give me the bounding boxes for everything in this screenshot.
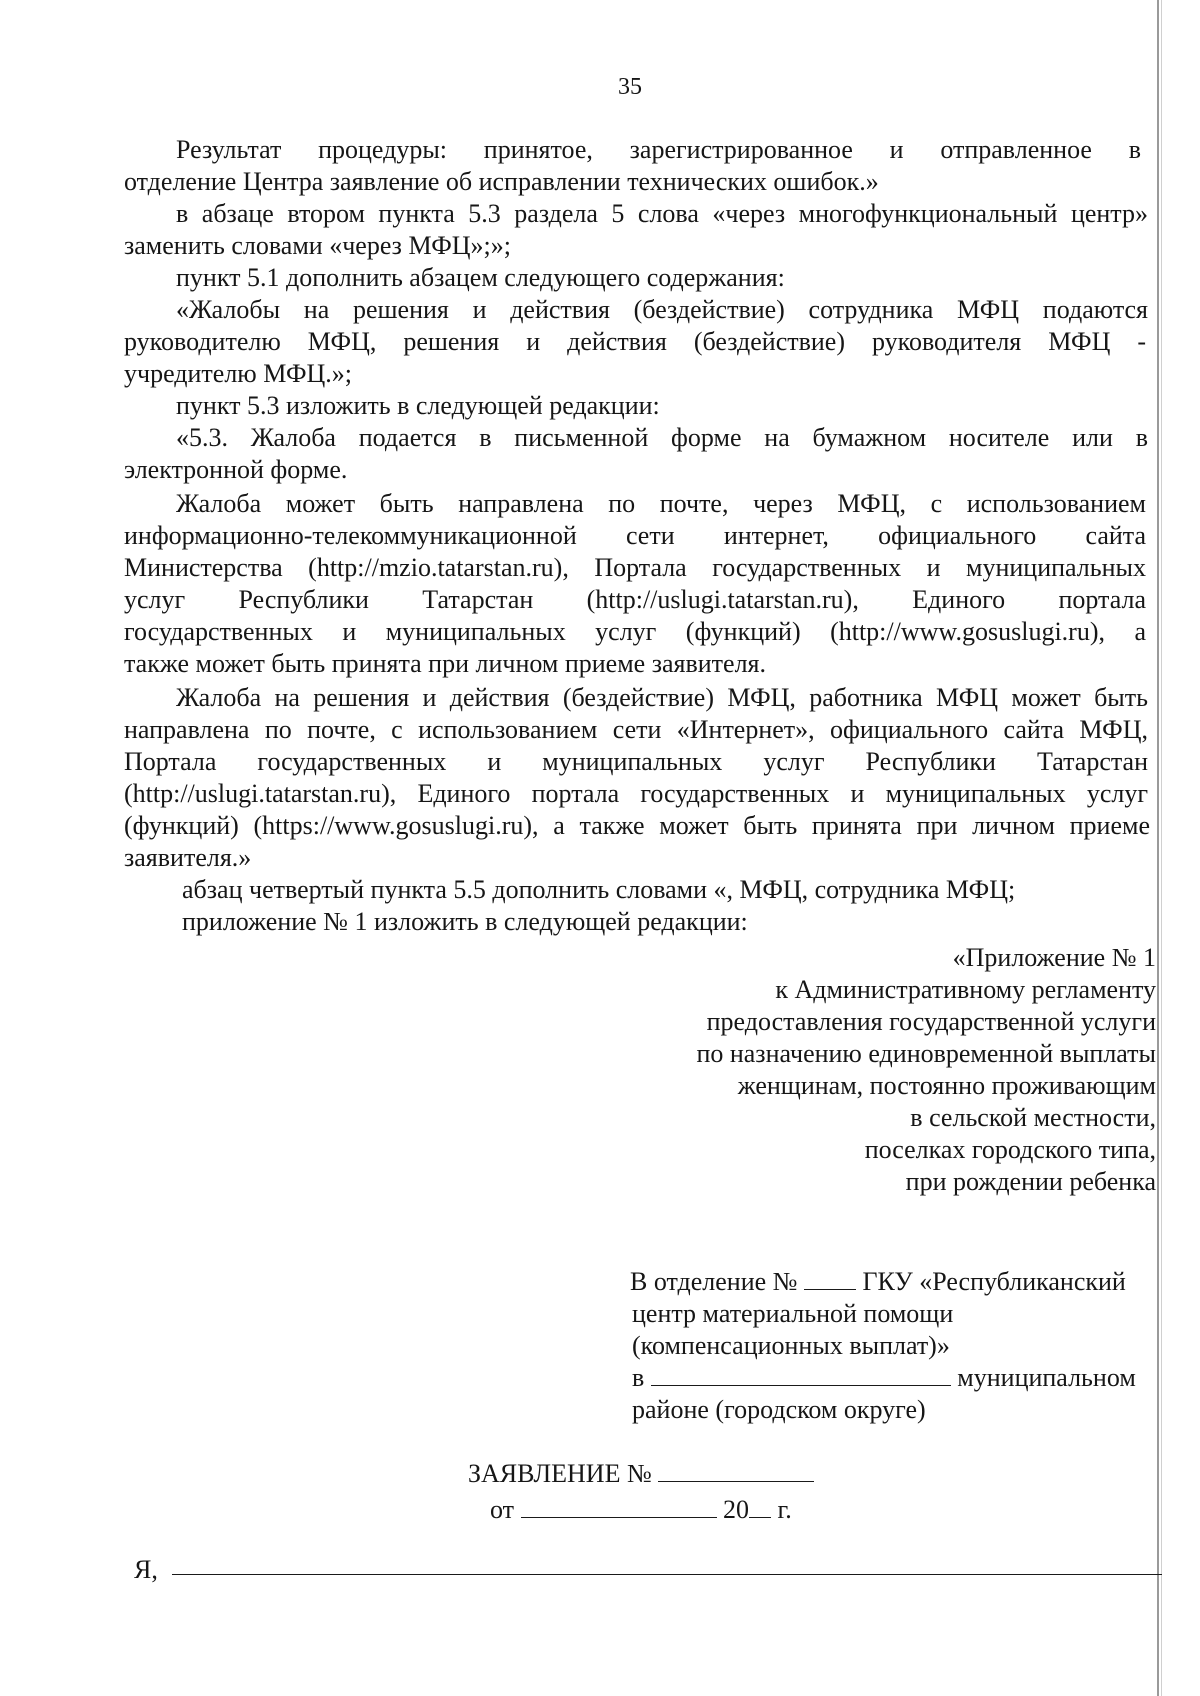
addressee-municipal: муниципальном — [957, 1363, 1136, 1392]
statement-date — [490, 1494, 792, 1526]
appendix-header-line-4: по назначению единовременной выплаты — [696, 1039, 1156, 1068]
body-line-7: руководителю МФЦ, решения и действия (бездействие) руководителя МФЦ - — [124, 327, 1146, 356]
addressee-line-5: районе (городском округе) — [632, 1395, 926, 1424]
addressee-org: ГКУ «Республиканский — [862, 1267, 1126, 1296]
body-line-19: направлена по почте, с использованием сети «Интернет», официального сайта МФЦ, — [124, 715, 1148, 744]
body-line-24: абзац четвертый пункта 5.5 дополнить словами «, МФЦ, сотрудника МФЦ; — [182, 875, 1016, 904]
statement-date-prefix: от — [490, 1495, 515, 1524]
page-edge-line — [1157, 0, 1159, 1696]
applicant-name-blank[interactable] — [172, 1574, 1162, 1575]
appendix-header-line-7: поселках городского типа, — [864, 1135, 1156, 1164]
addressee-line-3: (компенсационных выплат)» — [632, 1331, 950, 1360]
body-line-5: пункт 5.1 дополнить абзацем следующего содержания: — [176, 263, 785, 292]
body-line-21: (http://uslugi.tatarstan.ru), Единого портала государственных и муниципальных услуг — [124, 779, 1148, 808]
body-line-9: пункт 5.3 изложить в следующей редакции: — [176, 391, 660, 420]
body-line-25: приложение № 1 изложить в следующей редакции: — [182, 907, 748, 936]
body-line-13: информационно-телекоммуникационной сети интернет, официального сайта — [124, 521, 1146, 550]
body-line-18: Жалоба на решения и действия (бездействие) МФЦ, работника МФЦ может быть — [176, 683, 1148, 712]
body-line-3: в абзаце втором пункта 5.3 раздела 5 слова «через многофункциональный центр» — [176, 199, 1148, 228]
appendix-header-line-3: предоставления государственной услуги — [706, 1007, 1156, 1036]
district-blank[interactable] — [651, 1363, 951, 1386]
applicant-prefix: Я, — [134, 1555, 158, 1584]
statement-number-blank[interactable] — [658, 1459, 814, 1482]
statement-date-blank[interactable] — [521, 1495, 717, 1518]
addressee-prefix: В отделение № — [630, 1267, 798, 1296]
appendix-header-line-8: при рождении ребенка — [905, 1167, 1156, 1196]
body-line-20: Портала государственных и муниципальных услуг Республики Татарстан — [124, 747, 1148, 776]
statement-title — [468, 1458, 814, 1490]
body-line-2: отделение Центра заявление об исправлении технических ошибок.» — [124, 167, 879, 196]
page-number: 35 — [618, 74, 642, 100]
statement-date-year: 20 — [723, 1495, 750, 1524]
body-line-12: Жалоба может быть направлена по почте, через МФЦ, с использованием — [176, 489, 1146, 518]
body-line-10: «5.3. Жалоба подается в письменной форме на бумажном носителе или в — [176, 423, 1148, 452]
statement-year-blank[interactable] — [749, 1495, 771, 1518]
body-line-1: Результат процедуры: принятое, зарегистрированное и отправленное в — [176, 135, 1141, 164]
addressee-line-4 — [632, 1362, 1136, 1394]
addressee-in: в — [632, 1363, 645, 1392]
body-line-23: заявителя.» — [124, 843, 252, 872]
appendix-header-line-5: женщинам, постоянно проживающим — [737, 1071, 1156, 1100]
body-line-6: «Жалобы на решения и действия (бездействие) сотрудника МФЦ подаются — [176, 295, 1148, 324]
body-line-8: учредителю МФЦ.»; — [124, 359, 353, 388]
appendix-header-line-6: в сельской местности, — [910, 1103, 1156, 1132]
statement-title-text: ЗАЯВЛЕНИЕ № — [468, 1459, 652, 1488]
page-edge-line-shadow — [1161, 0, 1162, 1696]
body-line-4: заменить словами «через МФЦ»;»; — [124, 231, 511, 260]
addressee-line-1 — [630, 1266, 1126, 1298]
body-line-16: государственных и муниципальных услуг (функций) (http://www.gosuslugi.ru), а — [124, 617, 1146, 646]
addressee-line-2: центр материальной помощи — [632, 1299, 954, 1328]
appendix-header-line-1: «Приложение № 1 — [952, 943, 1156, 972]
body-line-14: Министерства (http://mzio.tatarstan.ru), Портала государственных и муниципальных — [124, 553, 1146, 582]
body-line-15: услуг Республики Татарстан (http://uslugi.tatarstan.ru), Единого портала — [124, 585, 1146, 614]
appendix-header-line-2: к Административному регламенту — [775, 975, 1156, 1004]
statement-date-suffix: г. — [777, 1495, 792, 1524]
body-line-22: (функций) (https://www.gosuslugi.ru), а также может быть принята при личном приеме — [124, 811, 1150, 840]
body-line-11: электронной форме. — [124, 455, 348, 484]
department-number-blank[interactable] — [804, 1267, 856, 1290]
body-line-17: также может быть принята при личном приеме заявителя. — [124, 649, 767, 678]
